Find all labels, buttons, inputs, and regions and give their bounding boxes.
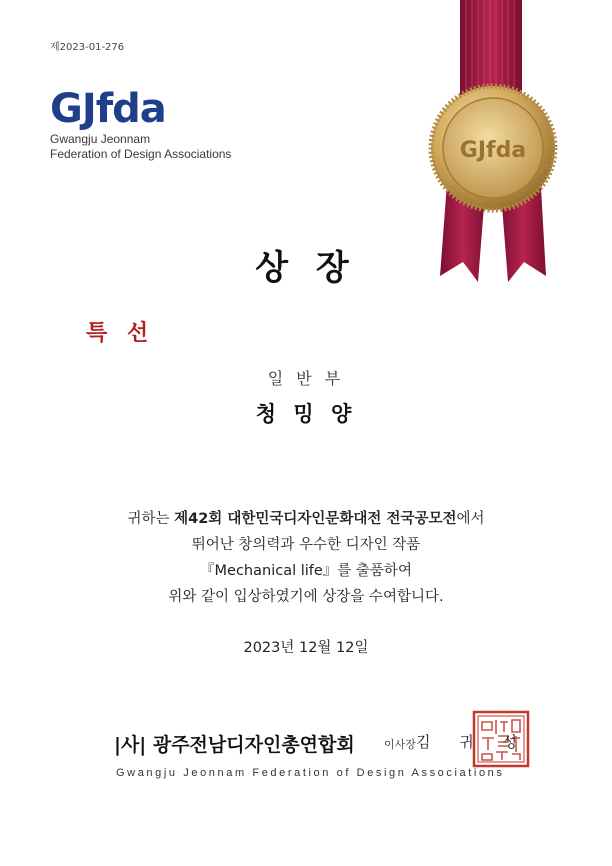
recipient-name: 청 밍 양	[255, 402, 357, 426]
chair-name: 김 귀 성	[416, 733, 530, 751]
division: 일 반 부	[267, 369, 345, 388]
certificate-number: 제2023-01-276	[50, 42, 125, 53]
issue-date: 2023년 12월 12일	[243, 640, 369, 656]
org-en-line2: Federation of Design Associations	[50, 147, 232, 161]
body-line-2: 뛰어난 창의력과 우수한 디자인 작품	[191, 537, 421, 553]
certificate-body	[0, 506, 612, 610]
body-line-4: 위와 같이 입상하였기에 상장을 수여합니다.	[168, 589, 444, 605]
chair-title: 이사장	[384, 738, 416, 751]
award-grade: 특 선	[86, 321, 155, 346]
gjfda-logo	[48, 84, 188, 130]
body-line-1: 귀하는 제42회 대한민국디자인문화대전 전국공모전에서	[127, 511, 485, 527]
org-en-line1: Gwangju Jeonnam	[50, 132, 151, 146]
svg-text:GJfda: GJfda	[459, 138, 527, 163]
issuer-english-name: Gwangju Jeonnam Federation of Design Associations	[116, 767, 505, 779]
svg-text:GJfda: GJfda	[50, 86, 166, 130]
issuer-name: |사| 광주전남디자인총연합회	[114, 734, 355, 756]
organization-english-name	[50, 132, 231, 162]
body-line-3: 『Mechanical life』를 출품하여	[200, 563, 412, 579]
contest-name: 제42회 대한민국디자인문화대전 전국공모전	[174, 511, 457, 527]
certificate-title: 상 장	[255, 248, 357, 288]
